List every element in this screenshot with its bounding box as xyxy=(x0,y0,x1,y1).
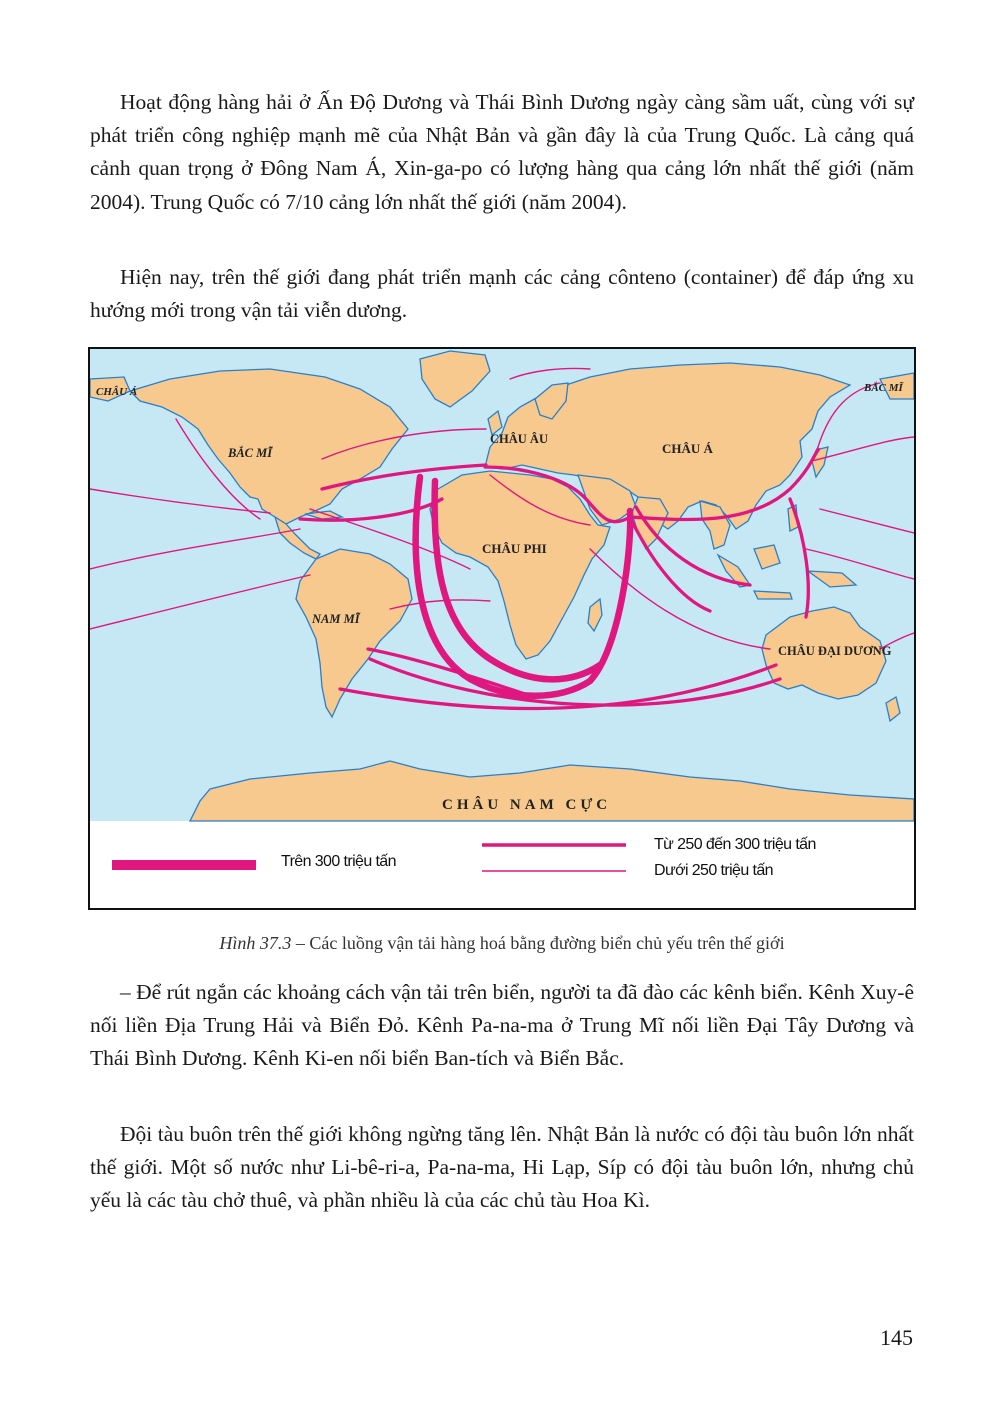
paragraph-maritime-activity: Hoạt động hàng hải ở Ấn Độ Dương và Thái Bình Dương ngày càng sầm uất, cùng với sự phát triển công nghiệp mạnh mẽ của Nhật Bản và gần đây là của Trung Quốc. Là cảng quá cảnh quan trọng ở Đông Nam Á, Xin-ga-po có lượng hàng qua cảng lớn nhất thế giới (năm 2004). Trung Quốc có 7/10 cảng lớn nhất thế giới (năm 2004). xyxy=(90,90,914,214)
legend-label-medium: Từ 250 đến 300 triệu tấn xyxy=(654,836,816,853)
legend-label-thick: Trên 300 triệu tấn xyxy=(281,853,396,870)
label-chau-dai-duong: CHÂU ĐẠI DƯƠNG xyxy=(778,644,892,658)
page-number: 145 xyxy=(880,1325,913,1350)
figure-caption xyxy=(0,933,1004,954)
paragraph-merchant-fleet: Đội tàu buôn trên thế giới không ngừng tăng lên. Nhật Bản là nước có đội tàu buôn lớn nhất thế giới. Một số nước như Li-bê-ri-a, Pa-na-ma, Hi Lạp, Síp có đội tàu buôn lớn, nhưng chủ yếu là các tàu chở thuê, và phần nhiều là của các chủ tàu Hoa Kì. xyxy=(90,1122,914,1213)
paragraph-container-ports: Hiện nay, trên thế giới đang phát triển mạnh các cảng cônteno (container) để đáp ứng xu hướng mới trong vận tải viễn dương. xyxy=(90,265,914,323)
paragraph-canals: – Để rút ngắn các khoảng cách vận tải trên biển, người ta đã đào các kênh biển. Kênh Xuy-ê nối liền Địa Trung Hải và Biển Đỏ. Kênh Pa-na-ma ở Trung Mĩ nối liền Đại Tây Dương và Thái Bình Dương. Kênh Ki-en nối biển Ban-tích và Biển Bắc. xyxy=(90,980,914,1071)
label-bac-mi: BẮC MĨ xyxy=(228,446,273,460)
figure-number: Hình 37.3 xyxy=(219,933,292,953)
label-chau-a-left: CHÂU Á xyxy=(96,386,138,398)
map-svg xyxy=(90,349,914,908)
label-chau-nam-cuc: CHÂU NAM CỰC xyxy=(442,797,612,813)
label-chau-a: CHÂU Á xyxy=(662,441,713,456)
label-chau-au: CHÂU ÂU xyxy=(490,432,548,446)
label-bac-mi-right: BẮC MĨ xyxy=(864,382,903,394)
legend-label-thin: Dưới 250 triệu tấn xyxy=(654,862,773,879)
label-nam-mi: NAM MĨ xyxy=(312,612,360,626)
java xyxy=(754,591,792,599)
figure-caption-text: – Các luồng vận tải hàng hoá bằng đường biển chủ yếu trên thế giới xyxy=(291,933,785,953)
world-shipping-routes-map xyxy=(88,347,916,910)
label-chau-phi: CHÂU PHI xyxy=(482,541,547,556)
